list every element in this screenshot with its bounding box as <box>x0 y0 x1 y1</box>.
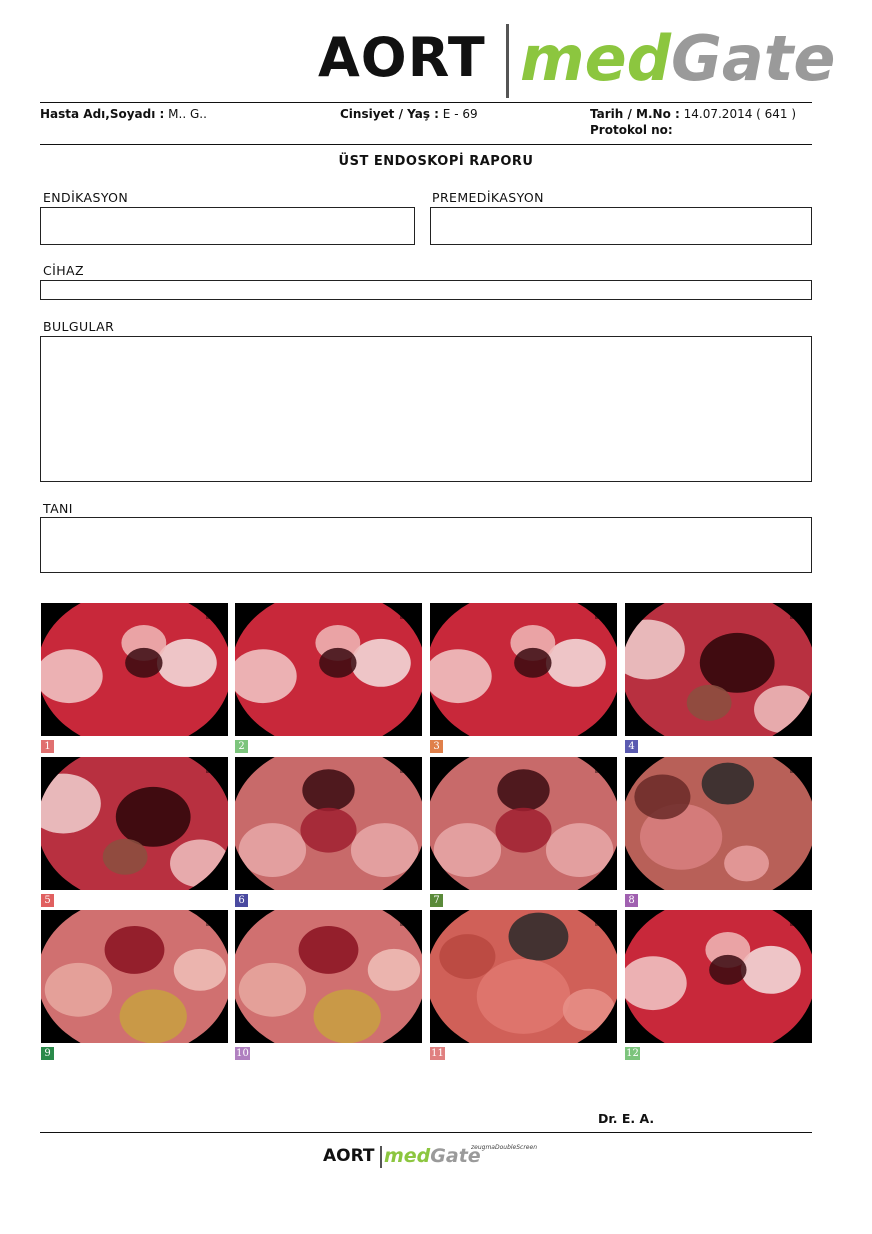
image-number-tag: 6 <box>235 894 248 907</box>
cihaz-label: CİHAZ <box>43 263 84 278</box>
endoscopy-image-4 <box>625 603 812 736</box>
endikasyon-label: ENDİKASYON <box>43 190 129 205</box>
image-number-tag: 12 <box>626 1048 639 1059</box>
footer-logo-aort-text: AORT <box>323 1146 375 1166</box>
patient-name: Hasta Adı,Soyadı : M.. G.. <box>40 107 207 121</box>
image-number-tag: 2 <box>235 740 248 753</box>
premedikasyon-field[interactable] <box>430 207 812 245</box>
footer-logo-gate-text: Gate <box>430 1145 481 1167</box>
tani-label: TANI <box>43 501 73 516</box>
footer-rule <box>40 1132 812 1133</box>
endoscopy-image-11 <box>430 910 617 1043</box>
endoscopy-image-2 <box>235 603 422 736</box>
endoscopy-image-6 <box>235 757 422 890</box>
image-number-tag: 10 <box>236 1048 249 1059</box>
image-number-tag: 3 <box>430 740 443 753</box>
doctor-signature: Dr. E. A. <box>598 1111 655 1126</box>
endoscopy-image-12 <box>625 910 812 1043</box>
header-logo <box>316 22 836 102</box>
gender-age: Cinsiyet / Yaş : E - 69 <box>340 107 478 121</box>
tani-field[interactable] <box>40 517 812 573</box>
header-rule-top <box>40 102 812 103</box>
premedikasyon-label: PREMEDİKASYON <box>432 190 544 205</box>
logo-med-text: med <box>520 22 672 95</box>
protocol-no: Protokol no: <box>590 123 673 137</box>
footer-logo <box>323 1142 543 1172</box>
bulgular-label: BULGULAR <box>43 319 115 334</box>
image-number-tag: 1 <box>41 740 54 753</box>
endoscopy-image-7 <box>430 757 617 890</box>
image-number-tag: 9 <box>41 1047 54 1060</box>
endoscopy-image-1 <box>41 603 228 736</box>
endoscopy-image-9 <box>41 910 228 1043</box>
date-mno: Tarih / M.No : 14.07.2014 ( 641 ) <box>590 107 797 121</box>
cihaz-field[interactable] <box>40 280 812 300</box>
endoscopy-image-3 <box>430 603 617 736</box>
logo-separator <box>506 24 509 98</box>
footer-tagline: zeugmaDoubleScreen <box>471 1144 537 1151</box>
footer-logo-med-text: med <box>384 1145 431 1167</box>
report-title: ÜST ENDOSKOPİ RAPORU <box>338 154 534 169</box>
image-number-tag: 4 <box>625 740 638 753</box>
image-number-tag: 7 <box>430 894 443 907</box>
image-number-tag: 11 <box>431 1048 444 1059</box>
image-number-tag: 5 <box>41 894 54 907</box>
endikasyon-field[interactable] <box>40 207 415 245</box>
bulgular-field[interactable] <box>40 336 812 482</box>
endoscopy-image-8 <box>625 757 812 890</box>
endoscopy-image-5 <box>41 757 228 890</box>
footer-logo-separator <box>380 1146 382 1168</box>
logo-aort-text: AORT <box>318 26 486 89</box>
image-number-tag: 8 <box>625 894 638 907</box>
header-rule-bottom <box>40 144 812 145</box>
logo-gate-text: Gate <box>671 22 836 95</box>
endoscopy-image-10 <box>235 910 422 1043</box>
